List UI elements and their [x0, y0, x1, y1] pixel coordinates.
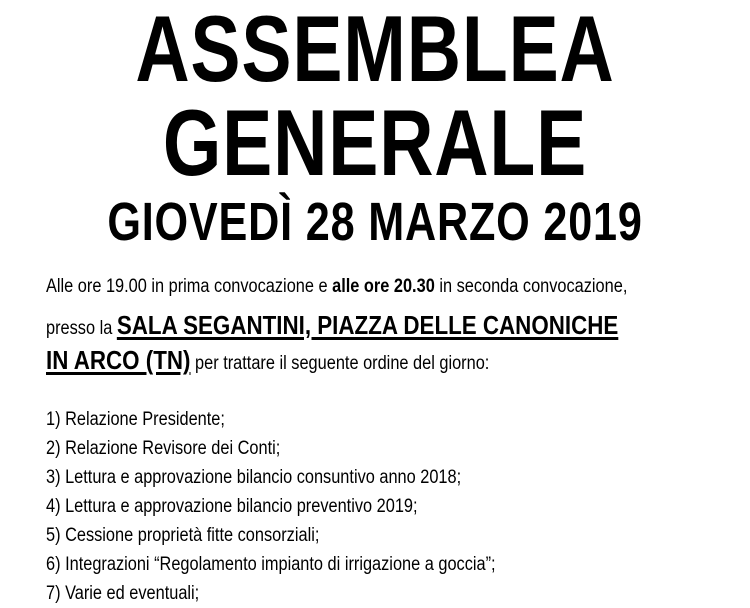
- intro-line-2: [46, 310, 618, 341]
- agenda-item: 5) Cessione proprietà fitte consorziali;: [46, 525, 320, 546]
- intro-presso: presso la: [46, 318, 117, 339]
- agenda-list: [46, 405, 569, 608]
- intro-first-call: Alle ore 19.00 in prima convocazione e: [46, 276, 333, 297]
- agenda-item: 6) Integrazioni “Regolamento impianto di irrigazione a goccia”;: [46, 554, 496, 575]
- agenda-item: 4) Lettura e approvazione bilancio preventivo 2019;: [46, 496, 418, 517]
- intro-agenda-lead: per trattare il seguente ordine del giorno:: [190, 353, 490, 374]
- agenda-item: 2) Relazione Revisore dei Conti;: [46, 438, 281, 459]
- agenda-item: 3) Lettura e approvazione bilancio consuntivo anno 2018;: [46, 467, 462, 488]
- intro-second-call: in seconda convocazione,: [434, 276, 628, 297]
- agenda-item: 7) Varie ed eventuali;: [46, 583, 200, 604]
- agenda-item: 1) Relazione Presidente;: [46, 409, 225, 430]
- venue-location: IN ARCO (TN): [46, 345, 191, 375]
- venue-name: SALA SEGANTINI, PIAZZA DELLE CANONICHE: [116, 310, 619, 340]
- title-line-1: ASSEMBLEA: [135, 0, 615, 101]
- intro-line-1: [46, 276, 627, 298]
- intro-second-call-time: alle ore 20.30: [332, 276, 435, 297]
- meeting-date: GIOVEDÌ 28 MARZO 2019: [107, 192, 643, 252]
- title-line-2: GENERALE: [162, 90, 588, 195]
- intro-line-3: [46, 345, 489, 376]
